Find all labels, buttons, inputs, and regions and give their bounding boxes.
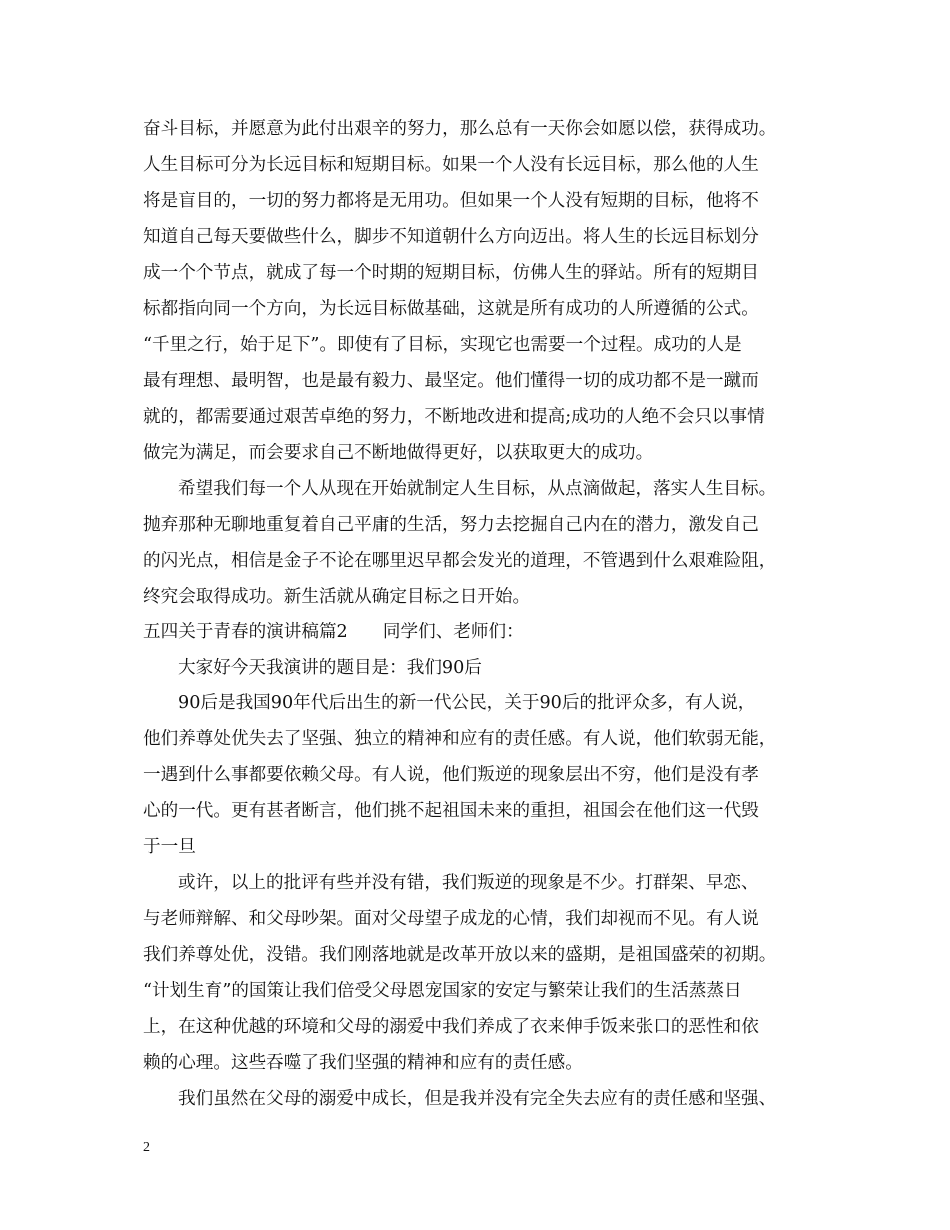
text-line: 90后是我国90年代后出生的新一代公民，关于90后的批评众多，有人说， [178, 693, 756, 713]
text-line: 他们养尊处优失去了坚强、独立的精神和应有的责任感。有人说，他们软弱无能， [143, 729, 777, 749]
text-line: 我们虽然在父母的溺爱中成长，但是我并没有完全失去应有的责任感和坚强、 [178, 1089, 777, 1109]
text-line: 终究会取得成功。新生活就从确定目标之日开始。 [143, 587, 531, 607]
text-line: 最有理想、最明智，也是最有毅力、最坚定。他们懂得一切的成功都不是一蹴而 [143, 371, 759, 391]
text-line: 一遇到什么事都要依赖父母。有人说，他们叛逆的现象层出不穷，他们是没有孝 [143, 765, 759, 785]
text-line: 奋斗目标，并愿意为此付出艰辛的努力，那么总有一天你会如愿以偿，获得成功。 [143, 119, 777, 139]
text-line: “千里之行，始于足下”。即使有了目标，实现它也需要一个过程。成功的人是 [143, 335, 742, 355]
text-line: 与老师辩解、和父母吵架。面对父母望子成龙的心情，我们却视而不见。有人说 [143, 909, 759, 929]
text-line: 赖的心理。这些吞噬了我们坚强的精神和应有的责任感。 [143, 1053, 583, 1073]
text-line: 标都指向同一个方向，为长远目标做基础，这就是所有成功的人所遵循的公式。 [143, 299, 759, 319]
text-line: 成一个个节点，就成了每一个时期的短期目标，仿佛人生的驿站。所有的短期目 [143, 263, 759, 283]
text-line: 或许，以上的批评有些并没有错，我们叛逆的现象是不少。打群架、早恋、 [178, 873, 759, 893]
text-line: “计划生育”的国策让我们倍受父母恩宠国家的安定与繁荣让我们的生活蒸蒸日 [143, 981, 742, 1001]
text-line: 心的一代。更有甚者断言，他们挑不起祖国未来的重担，祖国会在他们这一代毁 [143, 801, 759, 821]
page-number: 2 [143, 1140, 150, 1155]
text-line: 希望我们每一个人从现在开始就制定人生目标，从点滴做起，落实人生目标。 [178, 479, 777, 499]
text-line: 于一旦 [143, 837, 196, 857]
text-line: 大家好今天我演讲的题目是：我们90后 [178, 658, 482, 678]
section-heading: 五四关于青春的演讲稿篇2 同学们、老师们： [143, 622, 524, 642]
text-line: 我们养尊处优，没错。我们刚落地就是改革开放以来的盛期，是祖国盛荣的初期。 [143, 945, 777, 965]
text-line: 知道自己每天要做些什么，脚步不知道朝什么方向迈出。将人生的长远目标划分 [143, 227, 759, 247]
text-line: 就的，都需要通过艰苦卓绝的努力，不断地改进和提高;成功的人绝不会只以事情 [143, 407, 765, 427]
text-line: 将是盲目的，一切的努力都将是无用功。但如果一个人没有短期的目标，他将不 [143, 191, 759, 211]
text-line: 做完为满足，而会要求自己不断地做得更好，以获取更大的成功。 [143, 443, 654, 463]
text-line: 人生目标可分为长远目标和短期目标。如果一个人没有长远目标，那么他的人生 [143, 155, 759, 175]
text-line: 的闪光点，相信是金子不论在哪里迟早都会发光的道理，不管遇到什么艰难险阻， [143, 551, 777, 571]
text-line: 抛弃那种无聊地重复着自己平庸的生活，努力去挖掘自己内在的潜力，激发自己 [143, 515, 759, 535]
text-line: 上，在这种优越的环境和父母的溺爱中我们养成了衣来伸手饭来张口的恶性和依 [143, 1017, 759, 1037]
